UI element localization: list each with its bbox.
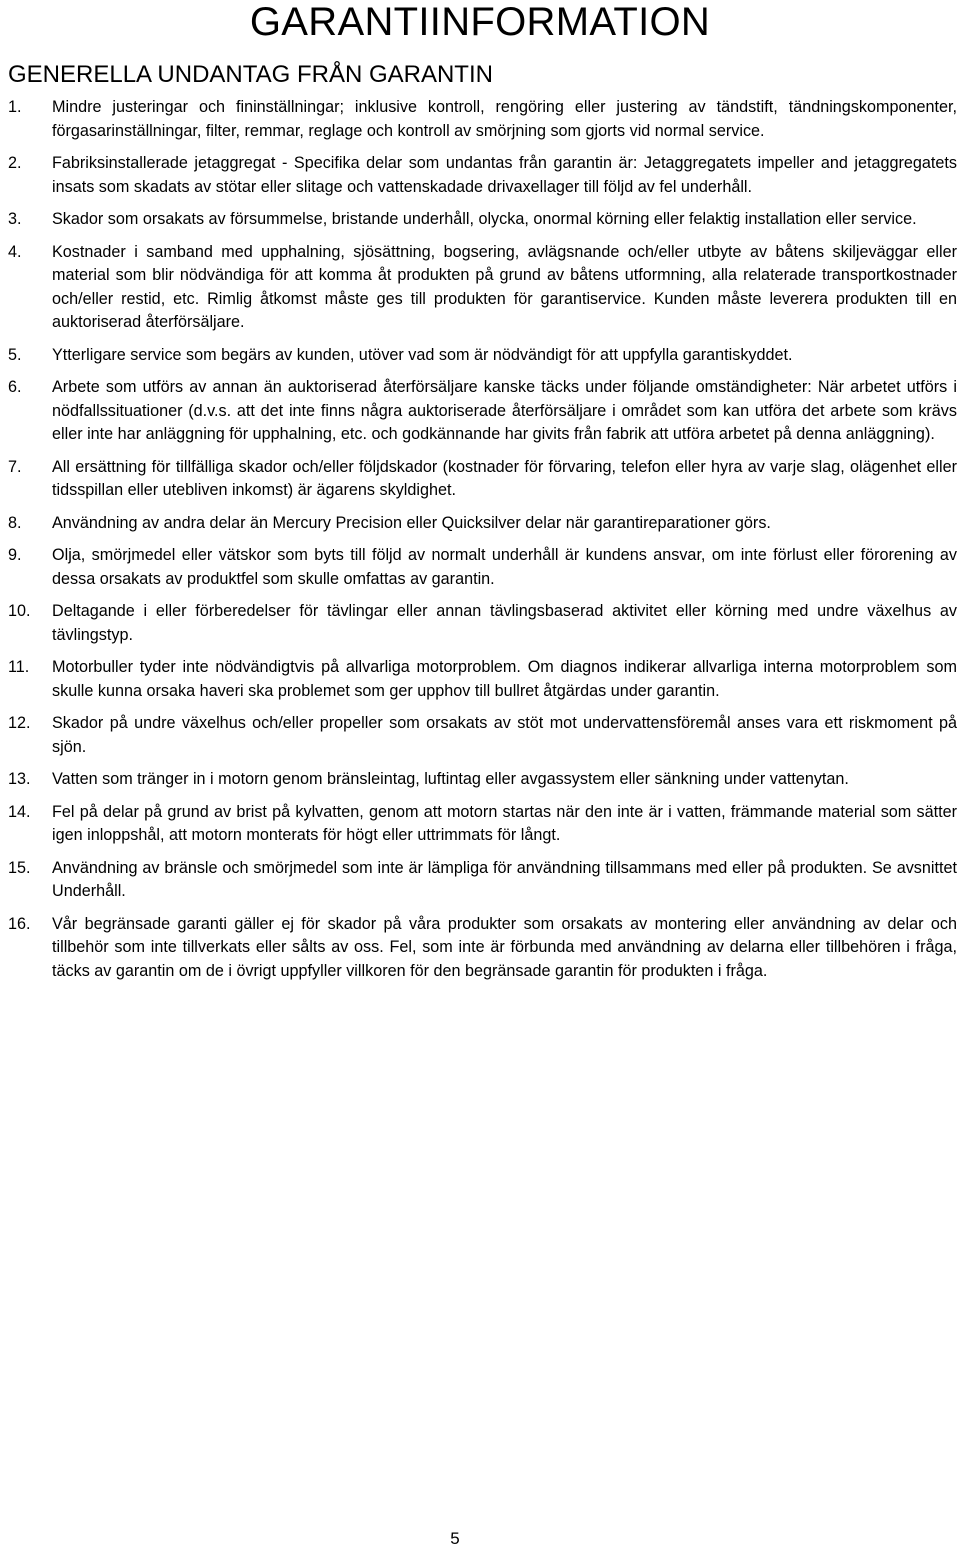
page-number: 5 <box>450 1529 460 1548</box>
item-number: 16. <box>8 914 31 933</box>
item-text: Användning av andra delar än Mercury Precision eller Quicksilver delar när garantireparationer görs. <box>52 513 771 532</box>
list-item <box>8 152 957 199</box>
item-number: 5. <box>8 345 22 364</box>
item-text: Deltagande i eller förberedelser för tävlingar eller annan tävlingsbaserad aktivitet eller körning med undre växelhus av tävlingstyp. <box>52 602 957 644</box>
list-item <box>8 241 957 335</box>
exclusions-list <box>8 96 957 992</box>
list-item <box>8 801 957 848</box>
item-text: Olja, smörjmedel eller vätskor som byts till följd av normalt underhåll är kundens ansvar, om inte förlust eller förorening av dessa orsakats av produktfel som skulle omfattas av garantin. <box>52 546 957 588</box>
list-item <box>8 656 957 703</box>
item-text: Motorbuller tyder inte nödvändigtvis på allvarliga motorproblem. Om diagnos indikerar allvarliga interna motorproblem som skulle kunna orsaka haveri ska problemet som ger upphov till bullret åtgärdas under garantin. <box>52 658 957 700</box>
section-heading: GENERELLA UNDANTAG FRÅN GARANTIN <box>8 61 493 88</box>
item-text: Kostnader i samband med upphalning, sjösättning, bogsering, avlägsnande och/eller utbyte av båtens skiljeväggar eller material som blir nödvändiga för att komma åt produkten på grund av båtens utformning, alla relaterade transportkostnader och/eller restid, etc. Rimlig åtkomst måste ges till produkten för garantiservice. Kunden måste leverera produkten till en auktoriserad återförsäljare. <box>52 242 957 331</box>
item-number: 14. <box>8 802 31 821</box>
list-item <box>8 344 957 368</box>
item-number: 10. <box>8 602 31 620</box>
list-item <box>8 600 957 647</box>
item-number: 11. <box>8 658 30 676</box>
item-number: 13. <box>8 770 31 788</box>
item-number: 15. <box>8 858 31 877</box>
item-text: Ytterligare service som begärs av kunden, utöver vad som är nödvändigt för att uppfylla garantiskyddet. <box>52 345 793 364</box>
list-item <box>8 544 957 591</box>
item-number: 1. <box>8 98 22 116</box>
list-item <box>8 376 957 447</box>
item-number: 2. <box>8 154 22 172</box>
item-number: 9. <box>8 546 22 564</box>
item-text: Användning av bränsle och smörjmedel som inte är lämpliga för användning tillsammans med eller på produkten. Se avsnittet Underhåll. <box>52 858 957 900</box>
page-title: GARANTIINFORMATION <box>249 0 711 44</box>
list-item <box>8 857 957 904</box>
list-item <box>8 208 957 232</box>
list-item <box>8 913 957 984</box>
item-text: Arbete som utförs av annan än auktoriserad återförsäljare kanske täcks under följande omständigheter: När arbetet utförs i nödfallssituationer (d.v.s. att det inte finns några auktoriserade återförsäljare i området som kan utföra det arbete som krävs eller inte har anläggning för upphalning, etc. och godkännande har givits från fabrik att utföra arbetet på denna anläggning). <box>52 378 957 443</box>
item-number: 12. <box>8 714 31 732</box>
item-number: 4. <box>8 242 22 261</box>
item-text: Skador som orsakats av försummelse, bristande underhåll, olycka, onormal körning eller felaktig installation eller service. <box>52 210 917 228</box>
item-text: Fel på delar på grund av brist på kylvatten, genom att motorn startas när den inte är i vatten, främmande material som sätter igen inloppshål, att motorn monterats för högt eller uttrimmats för långt. <box>52 802 957 844</box>
item-text: Vatten som tränger in i motorn genom bränsleintag, luftintag eller avgassystem eller sänkning under vattenytan. <box>52 770 849 788</box>
item-text: Mindre justeringar och fininställningar; inklusive kontroll, rengöring eller justering av tändstift, tändningskomponenter, förgasarinställningar, filter, remmar, reglage och kontroll av smörjning som gjorts vid normal service. <box>52 98 957 140</box>
item-text: All ersättning för tillfälliga skador och/eller följdskador (kostnader för förvaring, telefon eller hyra av varje slag, olägenhet eller tidsspillan eller utebliven inkomst) är ägarens skyldighet. <box>52 457 957 499</box>
list-item <box>8 712 957 759</box>
list-item <box>8 768 957 792</box>
list-item <box>8 96 957 143</box>
item-number: 6. <box>8 378 22 396</box>
item-text: Fabriksinstallerade jetaggregat - Specifika delar som undantas från garantin är: Jetaggregatets impeller and jetaggregatets insats som skadats av stötar eller slitage och vattenskadade drivaxellager till följd av fel underhåll. <box>52 154 957 196</box>
item-text: Skador på undre växelhus och/eller propeller som orsakats av stöt mot undervattensföremål anses vara ett riskmoment på sjön. <box>52 714 957 756</box>
list-item <box>8 512 957 536</box>
list-item <box>8 456 957 503</box>
item-text: Vår begränsade garanti gäller ej för skador på våra produkter som orsakats av montering eller användning av delar och tillbehör som inte tillverkats eller sålts av oss. Fel, som inte är förbunda med användning av delarna eller tillbehören i fråga, täcks av garantin om de i övrigt uppfyller villkoren för den begränsade garantin för produkten i fråga. <box>52 914 957 980</box>
item-number: 8. <box>8 513 22 532</box>
item-number: 3. <box>8 210 22 228</box>
item-number: 7. <box>8 457 22 476</box>
